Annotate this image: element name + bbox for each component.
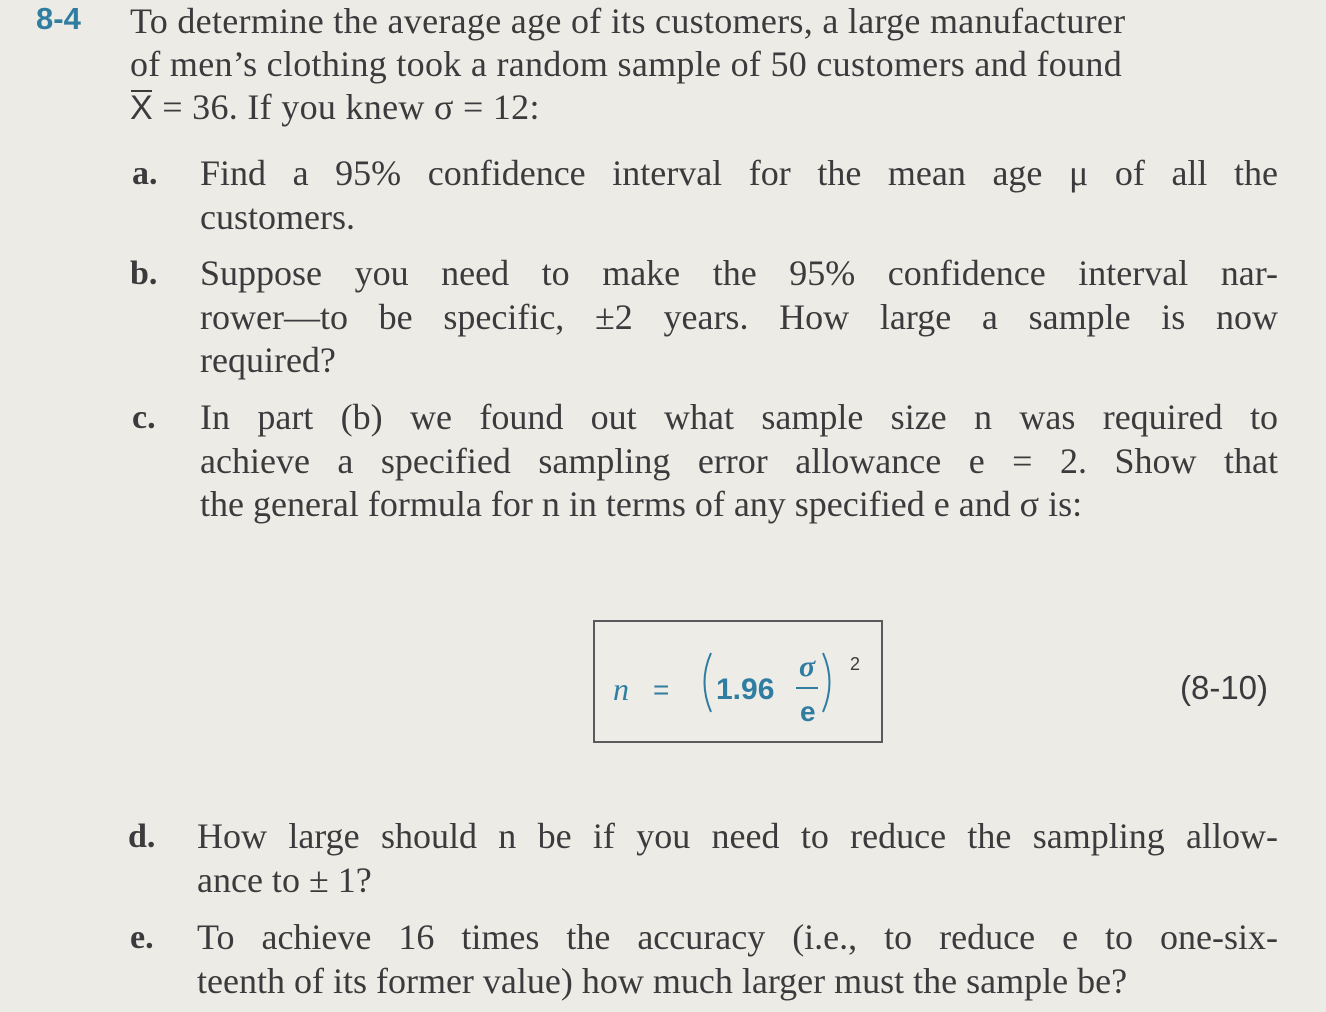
part-e-line-1: To achieve 16 times the accuracy (i.e., to reduce e to one-six- bbox=[197, 917, 1278, 957]
intro-line-1: To determine the average age of its customers, a large manufacturer bbox=[130, 1, 1126, 41]
part-b-line-2: rower—to be specific, ±2 years. How large a sample is now bbox=[200, 296, 1278, 337]
formula-lhs: n bbox=[613, 671, 629, 707]
problem-intro bbox=[130, 0, 1280, 130]
formula-equals: = bbox=[653, 674, 670, 705]
formula-right-paren bbox=[823, 653, 830, 712]
part-b-letter: b. bbox=[130, 255, 158, 292]
part-c-text bbox=[200, 396, 1278, 527]
part-a-text bbox=[200, 152, 1278, 239]
problem-number: 8-4 bbox=[36, 1, 81, 36]
formula-coefficient: 1.96 bbox=[716, 673, 775, 706]
intro-line-3 bbox=[130, 86, 1280, 130]
equation-number: (8-10) bbox=[1180, 669, 1269, 706]
part-b-line-1: Suppose you need to make the 95% confidence interval nar- bbox=[200, 253, 1278, 293]
part-e-letter: e. bbox=[130, 919, 154, 956]
x-bar-symbol: X bbox=[130, 87, 153, 130]
part-d-line-1: How large should n be if you need to reduce the sampling allow- bbox=[197, 816, 1278, 856]
formula-left-paren bbox=[705, 653, 712, 712]
part-c-line-1: In part (b) we found out what sample size n was required to bbox=[200, 397, 1278, 437]
part-d-letter: d. bbox=[128, 818, 156, 855]
formula-box bbox=[593, 620, 883, 743]
part-e-line-2: teenth of its former value) how much larger must the sample be? bbox=[197, 960, 1128, 1001]
part-d-text bbox=[197, 815, 1278, 902]
part-a-line-1: Find a 95% confidence interval for the mean age μ of all the bbox=[200, 153, 1278, 193]
part-b-text bbox=[200, 252, 1278, 383]
part-d-line-2: ance to ± 1? bbox=[197, 859, 372, 900]
formula-exponent: 2 bbox=[850, 654, 861, 674]
formula-graphic bbox=[595, 622, 881, 741]
part-c-letter: c. bbox=[132, 399, 156, 436]
intro-line-3-rest: = 36. If you knew σ = 12: bbox=[152, 87, 540, 127]
part-c-line-2: achieve a specified sampling error allowance e = 2. Show that bbox=[200, 440, 1278, 481]
part-c-line-3: the general formula for n in terms of any specified e and σ is: bbox=[200, 484, 1083, 524]
part-e-text bbox=[197, 916, 1278, 1003]
formula-numerator: σ bbox=[799, 650, 816, 683]
part-b-line-3: required? bbox=[200, 340, 336, 380]
part-a-line-2: customers. bbox=[200, 196, 355, 237]
formula-denominator: e bbox=[800, 696, 816, 727]
intro-line-2: of men’s clothing took a random sample of 50 customers and found bbox=[130, 44, 1123, 84]
part-a-letter: a. bbox=[132, 155, 158, 192]
